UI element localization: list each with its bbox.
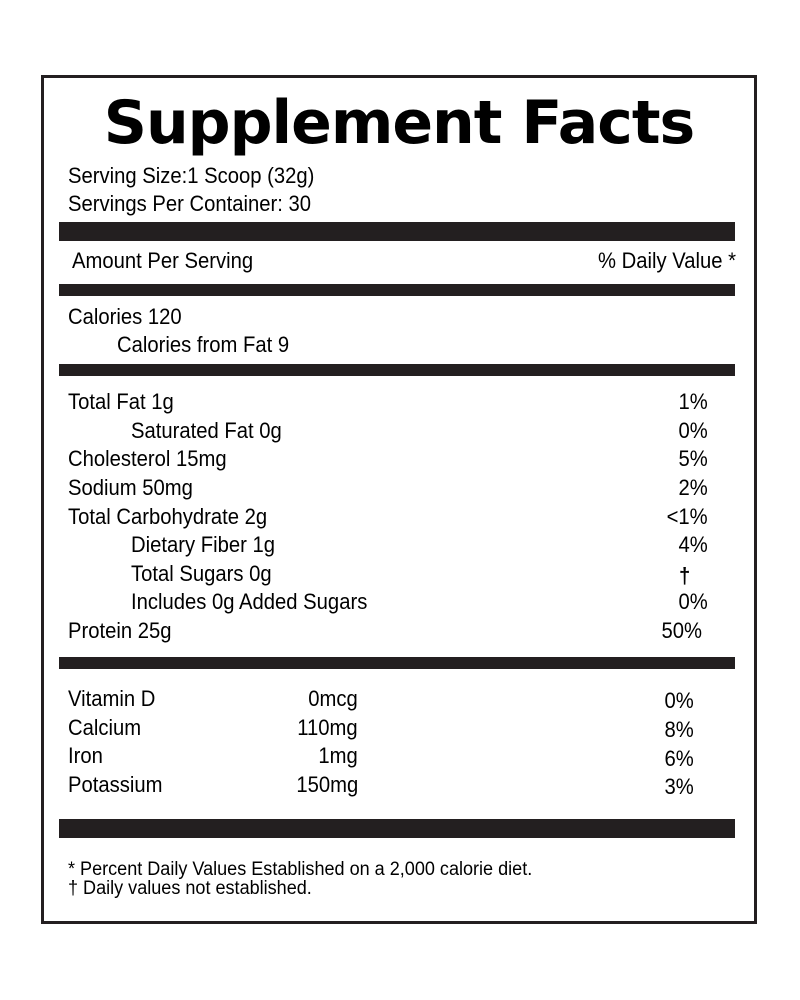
dv-iron: 6% [664, 746, 694, 771]
nutrient-total-carbohydrate: Total Carbohydrate 2g [68, 504, 268, 529]
dv-protein: 50% [661, 618, 702, 643]
dv-vitamin-d: 0% [664, 688, 694, 713]
amount-per-serving-header: Amount Per Serving [72, 248, 254, 273]
calories: Calories 120 [68, 304, 182, 329]
amount-potassium: 150mg [296, 772, 358, 797]
calories-from-fat: Calories from Fat 9 [117, 332, 290, 357]
dv-calcium: 8% [664, 717, 694, 742]
nutrient-cholesterol: Cholesterol 15mg [68, 446, 227, 471]
dv-dietary-fiber: 4% [678, 532, 708, 557]
nutrient-total-fat: Total Fat 1g [68, 389, 174, 414]
divider-bar [59, 222, 735, 241]
dv-cholesterol: 5% [678, 446, 708, 471]
dagger-icon: † [678, 563, 690, 588]
serving-size: Serving Size:1 Scoop (32g) [68, 163, 315, 188]
supplement-facts-panel [41, 75, 757, 924]
dv-added-sugars: 0% [678, 589, 708, 614]
servings-per-container: Servings Per Container: 30 [68, 191, 312, 216]
nutrient-saturated-fat: Saturated Fat 0g [131, 418, 282, 443]
divider-bar [59, 364, 735, 376]
divider-bar [59, 819, 735, 838]
amount-vitamin-d: 0mcg [308, 686, 358, 711]
daily-value-header: % Daily Value * [598, 248, 736, 273]
nutrient-added-sugars: Includes 0g Added Sugars [131, 589, 368, 614]
divider-bar [59, 284, 735, 296]
dv-potassium: 3% [664, 774, 694, 799]
dv-sodium: 2% [678, 475, 708, 500]
dv-total-fat: 1% [678, 389, 708, 414]
nutrient-protein: Protein 25g [68, 618, 172, 643]
panel-title: Supplement Facts [103, 88, 695, 158]
amount-calcium: 110mg [297, 715, 358, 740]
footnote-dagger: † Daily values not established. [68, 878, 312, 899]
mineral-calcium: Calcium [68, 715, 142, 740]
mineral-potassium: Potassium [68, 772, 163, 797]
amount-iron: 1mg [318, 743, 358, 768]
mineral-iron: Iron [68, 743, 103, 768]
divider-bar [59, 657, 735, 669]
dv-total-carbohydrate: <1% [666, 504, 708, 529]
mineral-vitamin-d: Vitamin D [68, 686, 156, 711]
dv-saturated-fat: 0% [678, 418, 708, 443]
footnote-percent-daily-values: * Percent Daily Values Established on a 2,000 calorie diet. [68, 859, 533, 880]
nutrient-dietary-fiber: Dietary Fiber 1g [131, 532, 275, 557]
nutrient-total-sugars: Total Sugars 0g [131, 561, 272, 586]
nutrient-sodium: Sodium 50mg [68, 475, 193, 500]
